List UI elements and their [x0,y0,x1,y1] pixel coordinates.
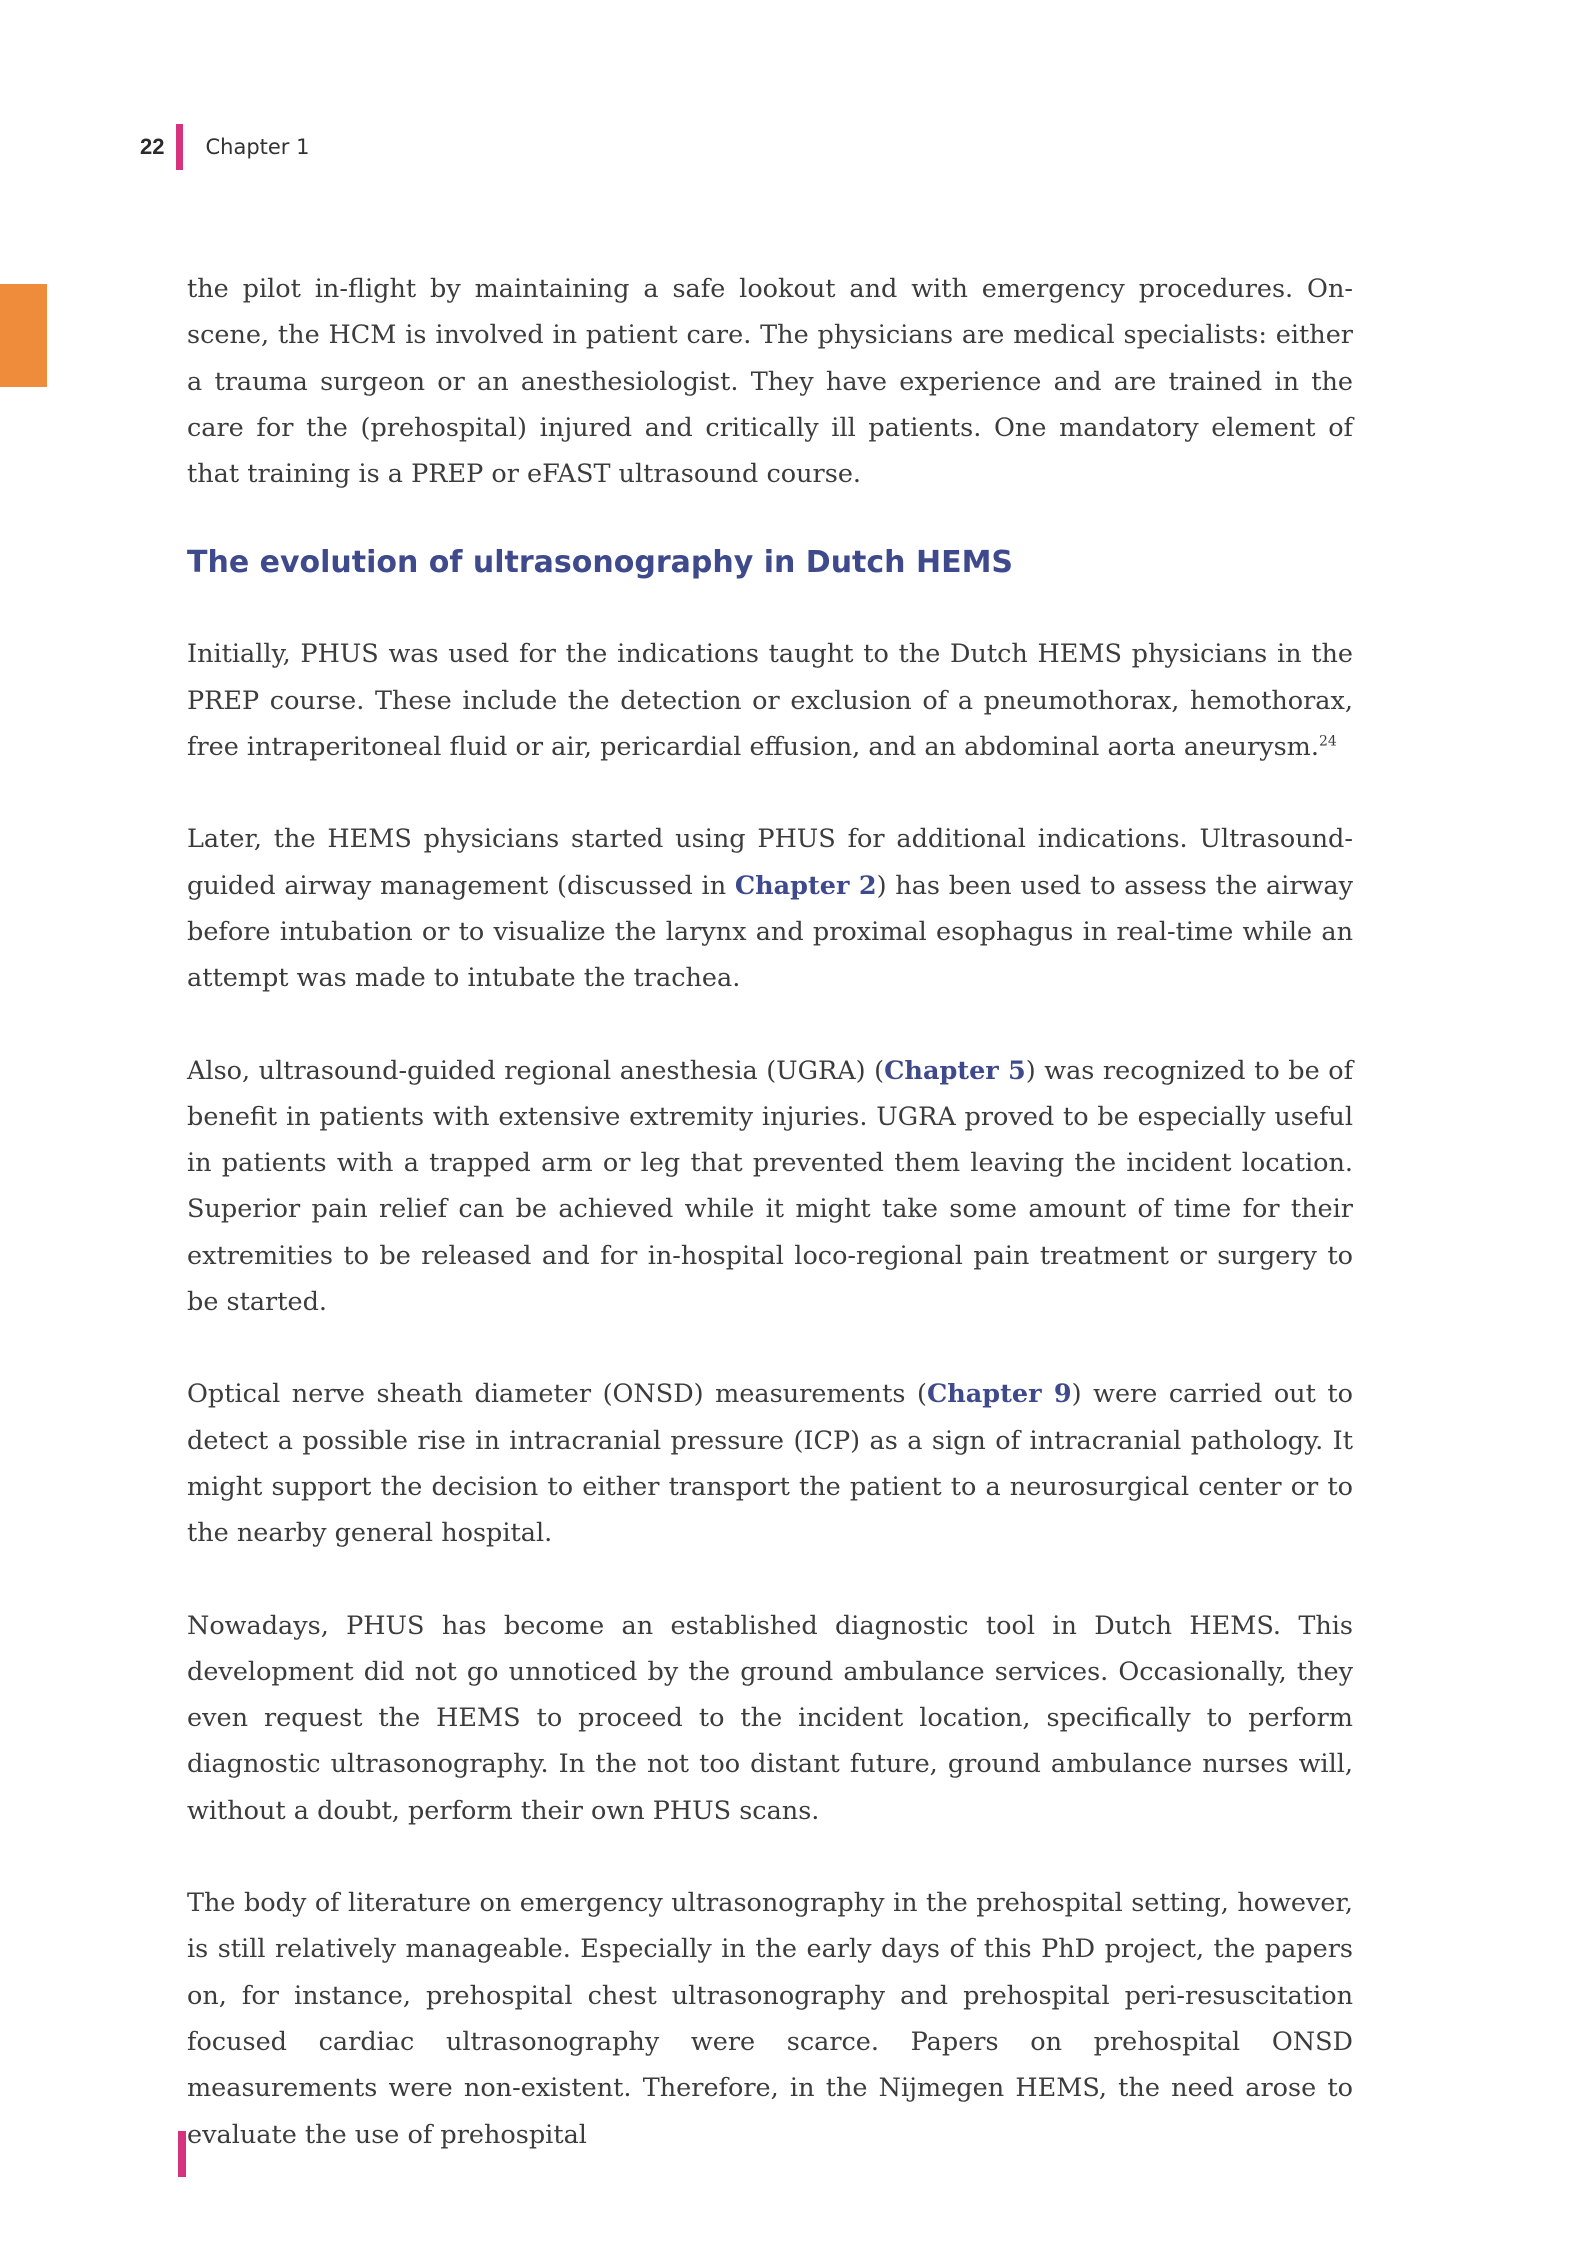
paragraph-3-text-a: Later, the HEMS physicians started using PHUS for additional indications. Ultrasound-guided airway management (discussed in [187,824,1353,901]
paragraph-5-text-b: ) were carried out to detect a possible rise in intracranial pressure (ICP) as a sign of intracranial pathology. It might support the decision to either transport the patient to a neurosurgical center or to the nearby general hospital. [187,1379,1353,1549]
running-header-chapter: Chapter 1 [205,135,310,159]
paragraph-5 [187,1371,1353,1556]
paragraph-3 [187,816,1353,1001]
paragraph-6: Nowadays, PHUS has become an established diagnostic tool in Dutch HEMS. This development did not go unnoticed by the ground ambulance services. Occasionally, they even request the HEMS to proceed to the incident location, specifically to perform diagnostic ultrasonography. In the not too distant future, ground ambulance nurses will, without a doubt, perform their own PHUS scans. [187,1610,1353,1826]
reference-superscript: 24 [1318,733,1337,750]
running-header [140,124,309,170]
chapter-5-link[interactable]: Chapter 5 [884,1055,1026,1086]
paragraph-3-text-b: ) has been used to assess the airway before intubation or to visualize the larynx and proximal esophagus in real-time while an attempt was made to intubate the trachea. [187,870,1353,994]
paragraph-4-text-b: ) was recognized to be of benefit in patients with extensive extremity injuries. UGRA proved to be especially useful in patients with a trapped arm or leg that prevented them leaving the incident location. Superior pain relief can be achieved while it might take some amount of time for their extremities to be released and for in-hospital loco-regional pain treatment or surgery to be started. [187,1055,1354,1318]
paragraph-1: the pilot in-flight by maintaining a safe lookout and with emergency procedures. On-scene, the HCM is involved in patient care. The physicians are medical specialists: either a trauma surgeon or an anesthesiologist. They have experience and are trained in the care for the (prehospital) injured and critically ill patients. One mandatory element of that training is a PREP or eFAST ultrasound course. [187,274,1353,490]
paragraph-2-text: Initially, PHUS was used for the indications taught to the Dutch HEMS physicians in the PREP course. These include the detection or exclusion of a pneumothorax, hemothorax, free intraperitoneal fluid or air, pericardial effusion, and an abdominal aorta aneurysm. [187,639,1353,763]
chapter-2-link[interactable]: Chapter 2 [734,870,877,901]
section-heading: The evolution of ultrasonography in Dutch HEMS [187,545,1014,581]
paragraph-5-text-a: Optical nerve sheath diameter (ONSD) measurements ( [187,1379,927,1410]
page-number: 22 [140,134,165,159]
chapter-9-link[interactable]: Chapter 9 [926,1379,1072,1410]
page-body [187,266,1353,2204]
paragraph-7: The body of literature on emergency ultrasonography in the prehospital setting, however, is still relatively manageable. Especially in the early days of this PhD project, the papers on, for instance, prehospital chest ultrasonography and prehospital peri-resuscitation focused cardiac ultrasonography were scarce. Papers on prehospital ONSD measurements were non-existent. Therefore, in the Nijmegen HEMS, the need arose to evaluate the use of prehospital [187,1888,1353,2150]
paragraph-2 [187,631,1353,770]
paragraph-4 [187,1048,1353,1326]
header-divider-bar [176,124,183,170]
paragraph-4-text-a: Also, ultrasound-guided regional anesthesia (UGRA) ( [187,1055,885,1086]
chapter-thumb-tab [0,284,47,387]
footer-marker-bar [178,2131,186,2177]
